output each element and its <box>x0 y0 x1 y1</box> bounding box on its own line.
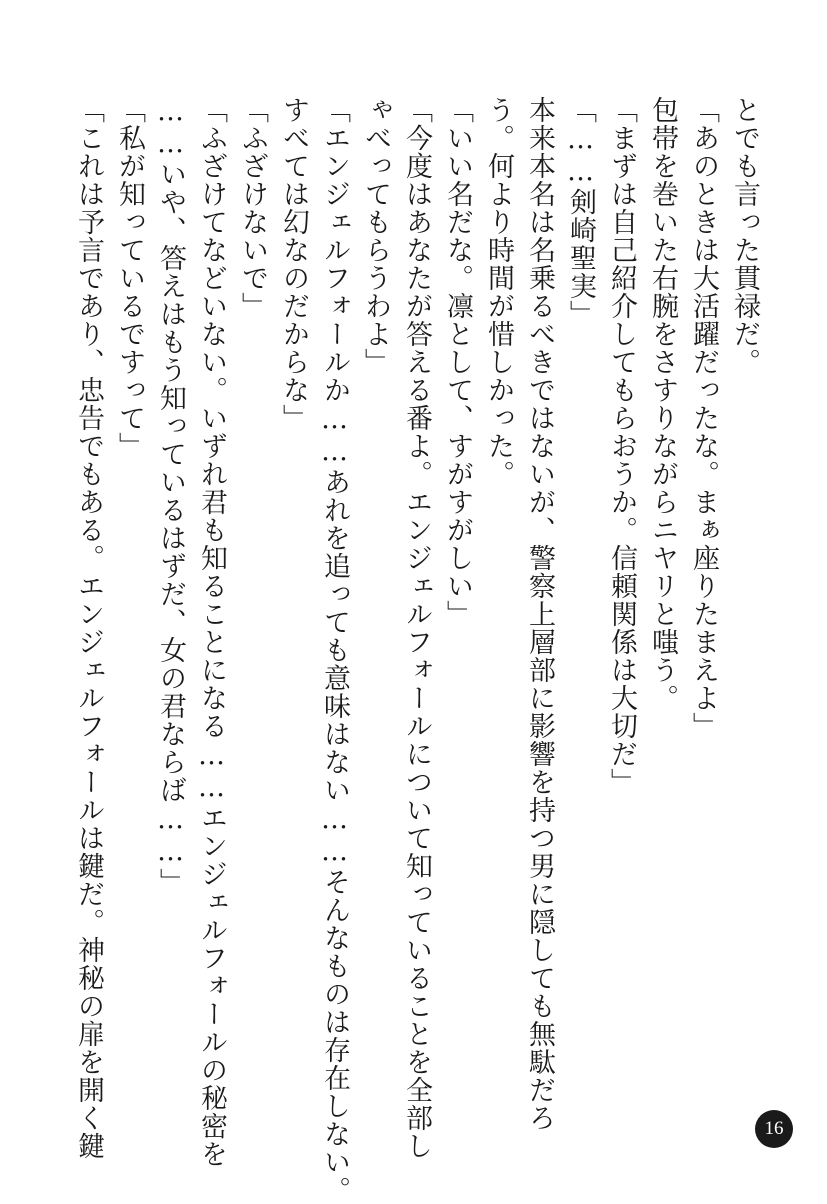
text-line: 「まずは自己紹介してもらおうか。信頼関係は大切だ」 <box>606 96 637 796</box>
text-line: 「あのときは大活躍だったな。まぁ座りたまえよ」 <box>688 96 719 740</box>
text-line: 包帯を巻いた右腕をさすりながらニヤリと嗤う。 <box>647 96 678 712</box>
page-number-badge: 16 <box>755 1110 793 1148</box>
text-line: ……いや、答えはもう知っているはずだ、女の君ならば……」 <box>155 96 186 896</box>
text-line: 「これは予言であり、忠告でもある。エンジェルフォールは鍵だ。神秘の扉を開く鍵 <box>73 96 104 1160</box>
text-line: 「いい名だな。凛として、すがすがしい」 <box>442 96 473 628</box>
text-line: 「今度はあなたが答える番よ。エンジェルフォールについて知っていることを全部し <box>401 96 432 1160</box>
text-line: 「……剣崎聖実」 <box>565 96 596 328</box>
text-line: とでも言った貫禄だ。 <box>729 96 760 376</box>
text-line: う。何より時間が惜しかった。 <box>483 96 514 488</box>
text-line: 「エンジェルフォールか……あれを追っても意味はない……そんなものは存在しない。 <box>319 96 350 1204</box>
text-line: すべては幻なのだからな」 <box>278 96 309 432</box>
vertical-text-body <box>68 96 765 1204</box>
text-line: 「ふざけないで」 <box>237 96 268 320</box>
text-line: 「私が知っているですって」 <box>114 96 145 460</box>
text-line: 本来本名は名乗るべきではないが、警察上層部に影響を持つ男に隠しても無駄だろ <box>524 96 555 1132</box>
text-line: 「ふざけてなどいない。いずれ君も知ることになる……エンジェルフォールの秘密を <box>196 96 227 1168</box>
text-line: ゃべってもらうわよ」 <box>360 96 391 376</box>
